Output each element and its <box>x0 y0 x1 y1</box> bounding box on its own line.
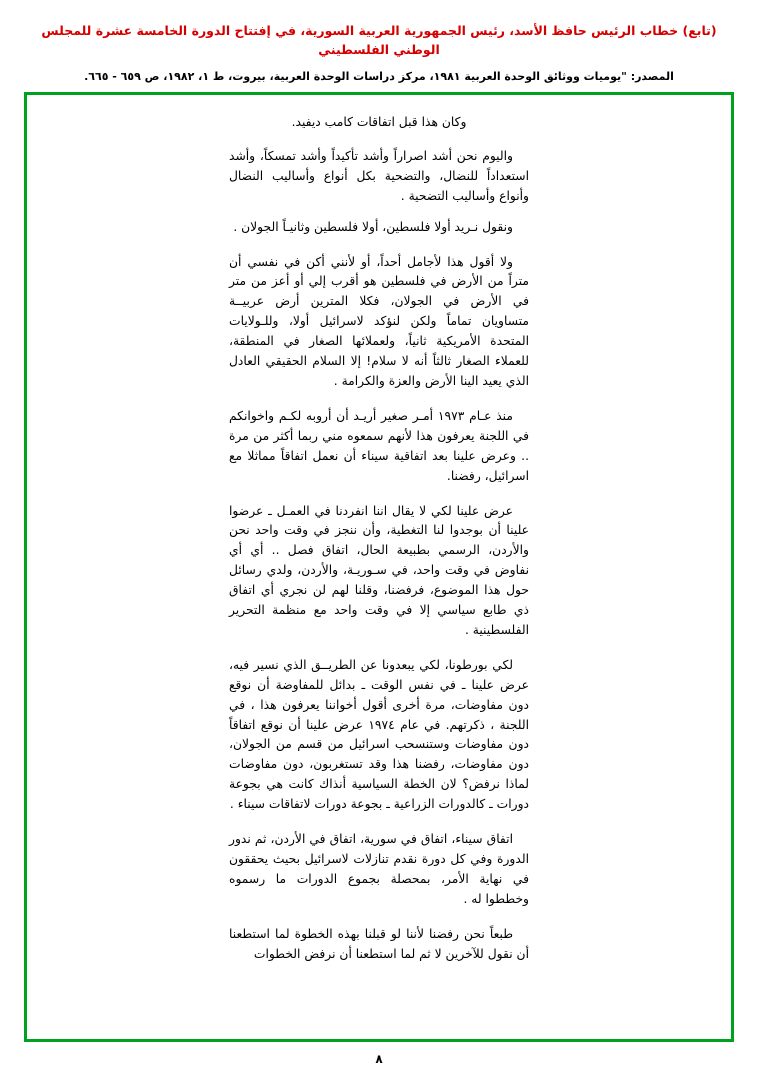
paragraph: وكان هذا قبل اتفاقات كامب ديفيد. <box>291 115 467 129</box>
source-line: المصدر: "يوميات ووثائق الوحدة العربية ١٩٨١، مركز دراسات الوحدة العربية، بيروت، ط ١، ١٩٨٢، ص ٦٥٩ - ٦٦٥. <box>84 69 674 83</box>
document-header <box>0 0 758 85</box>
body-text-column <box>229 113 529 965</box>
content-frame <box>24 92 734 1042</box>
paragraph: طبعاً نحن رفضنا لأننا لو قبلنا بهذه الخطوة لما استطعنا أن نقول للآخرين لا ثم لما استطعنا أن نرفض الخطوات <box>229 926 529 961</box>
paragraph: عرض علينا لكي لا يقال اننا انفردنا في العمـل ـ عرضوا علينا أن بوجدوا لنا التغطية، وأن ننجز في وقت واحد نحن والأردن، الرسمي بطبيعة الحال، اتفاق فصل .. أي أي نفاوض في وقت واحد، في سـوريـة، والأردن، ولدي رسائل حول هذا الموضوع، فرفضنا، وقلنا لهم لن نجري أي اتفاق ذي طابع سياسي إلا في وقت واحد مع منظمة التحرير الفلسطينية . <box>229 503 529 637</box>
paragraph: ولا أقول هذا لأجامل أحداً، أو لأنني أكن في نفسي أن متراً من الأرض في فلسطين هو أقرب إلي أو أعز من متر في الأرض في الجولان، فكلا المترين أرض عربيــة متساويان تماماً ولكن لنؤكد لاسرائيل أولا، وللـولايات المتحدة الأمريكية ثانياً، ولعملائها الصغار في المنطقة، للعملاء الصغار ثالثاً أنه لا سلام! إلا السلام الحقيقي العادل الذي يعيد الينا الأرض والعزة والكرامة . <box>229 254 529 388</box>
paragraph: ونقول نـريد أولا فلسطين، أولا فلسطين وثانيـاً الجولان . <box>233 219 513 234</box>
paragraph: منذ عـام ١٩٧٣ أمـر صغير أريـد أن أروبه لكـم واخوانكم في اللجنة يعرفون هذا لأنهم سمعوه مني ربما أكثر من مرة .. وعرض علينا بعد اتفاقية سيناء أن نعمل اتفاقاً مماثلا مع اسرائيل، رفضنا. <box>229 408 529 483</box>
content-frame-inner <box>27 95 731 1039</box>
paragraph: لكي بورطونا، لكي يبعدونا عن الطريــق الذي نسير فيه، عرض علينا ـ في نفس الوقت ـ بدائل للمفاوضة أن نوقع دون مفاوضات، مرة أخرى أقول أخواننا يعرفون هذا ، في اللجنة ، ذكرتهم. في عام ١٩٧٤ عرض علينا أن نوقع اتفاقاً دون مفاوضات وستنسحب اسرائيل من قسم من الجولان، دون مفاوضات، رفضنا هذا وقد تستغربون، دون مفاوضات لماذا نرفض؟ لان الخطة السياسية أنذاك كانت هي بجوعة دورات ـ كالدورات الزراعية ـ بجوعة دورات لاتفاقات سيناء . <box>229 657 529 812</box>
paragraph: واليوم نحن أشد اصراراً وأشد تأكيداً وأشد تمسكاً، وأشد استعداداً للنضال، والتضحية بكل أنواع وأساليب النضال وأنواع وأساليب التضحية . <box>229 148 529 203</box>
paragraph: اتفاق سيناء، اتفاق في سورية، اتفاق في الأردن، ثم ندور الدورة وفي كل دورة نقدم تنازلات لاسرائيل بحيث يحققون في نهاية الأمر، بمحصلة بجموع الدورات ما رسموه وخططوا له . <box>229 832 529 906</box>
page-number: ٨ <box>375 1052 383 1066</box>
page-title: (تابع) خطاب الرئيس حافظ الأسد، رئيس الجمهورية العربية السورية، في إفتتاح الدورة الخامسة عشرة للمجلس الوطني الفلسطيني <box>41 23 717 57</box>
